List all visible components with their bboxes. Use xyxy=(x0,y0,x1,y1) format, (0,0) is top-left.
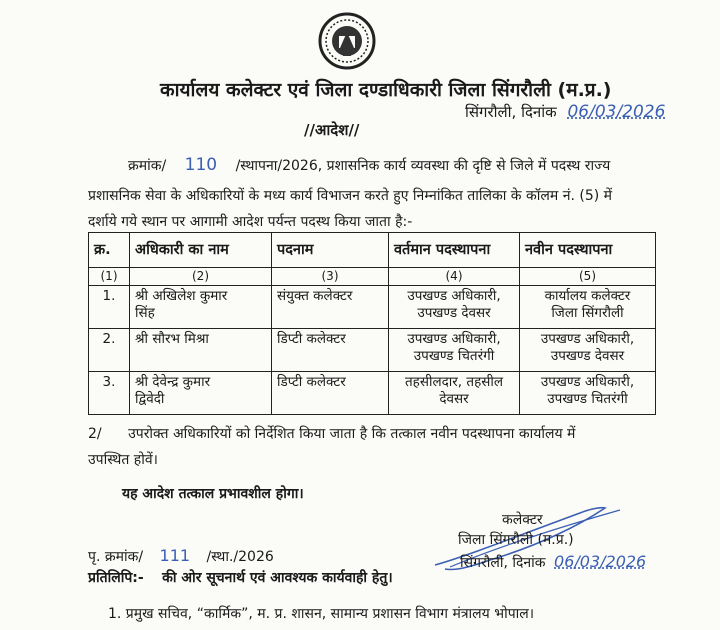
effective-note: यह आदेश तत्काल प्रभावशील होगा। xyxy=(122,486,304,502)
para2-line1 xyxy=(88,424,575,443)
signatory-place-label: सिंगरौली, दिनांक xyxy=(460,555,546,571)
para2-number: 2/ xyxy=(88,426,102,442)
column-number-row xyxy=(89,268,656,286)
signatory-date-line xyxy=(460,552,646,572)
row-new: उपखण्ड अधिकारी, उपखण्ड देवसर xyxy=(520,329,656,372)
header-name: अधिकारी का नाम xyxy=(130,233,272,268)
row-name: श्री अखिलेश कुमार सिंह xyxy=(130,286,272,329)
row-sno: 2. xyxy=(89,329,130,372)
row-designation: संयुक्त कलेक्टर xyxy=(272,286,389,329)
para2-text: उपरोक्त अधिकारियों को निर्देशित किया जाता है कि तत्काल नवीन पदस्थापना कार्यालय में xyxy=(128,426,576,442)
signatory-district: जिला सिंगरौली (म.प्र.) xyxy=(458,532,574,548)
row-current: तहसीलदार, तहसील देवसर xyxy=(389,372,520,415)
row-sno: 3. xyxy=(89,372,130,415)
table-row xyxy=(89,286,656,329)
col-num-3: (3) xyxy=(272,268,389,286)
table-row xyxy=(89,372,656,415)
row-name: श्री देवेन्द्र कुमार द्विवेदी xyxy=(130,372,272,415)
endorsement-kramank xyxy=(88,546,274,566)
signatory-date: 06/03/2026 xyxy=(554,552,647,571)
copy-line xyxy=(88,568,393,587)
place-date-label: सिंगरौली, दिनांक xyxy=(465,103,557,121)
table-header-row xyxy=(89,233,656,268)
row-new: कार्यालय कलेक्टर जिला सिंगरौली xyxy=(520,286,656,329)
para1-line2: प्रशासनिक सेवा के अधिकारियों के मध्य कार्य विभाजन करते हुए निम्नांकित तालिका के कॉलम नं. (5) में xyxy=(88,188,613,204)
para1-line1 xyxy=(128,155,610,175)
order-heading: //आदेश// xyxy=(304,121,360,139)
row-designation: डिप्टी कलेक्टर xyxy=(272,329,389,372)
row-designation: डिप्टी कलेक्टर xyxy=(272,372,389,415)
col-num-4: (4) xyxy=(389,268,520,286)
row-name: श्री सौरभ मिश्रा xyxy=(130,329,272,372)
col-num-5: (5) xyxy=(520,268,656,286)
pu-kramank-number: 111 xyxy=(159,546,191,565)
row-sno: 1. xyxy=(89,286,130,329)
pu-kramank-label: पृ. क्रमांक/ xyxy=(88,549,144,565)
kramank-label: क्रमांक/ xyxy=(128,158,167,174)
table-row xyxy=(89,329,656,372)
government-emblem-icon xyxy=(318,12,376,70)
order-date-line xyxy=(465,102,665,122)
sthapana-year: /स्था./2026 xyxy=(206,549,274,565)
col-num-2: (2) xyxy=(130,268,272,286)
header-sno: क्र. xyxy=(89,233,130,268)
signatory-title: कलेक्टर xyxy=(502,512,543,528)
kramank-number: 110 xyxy=(184,155,218,175)
col-num-1: (1) xyxy=(89,268,130,286)
order-date: 06/03/2026 xyxy=(567,102,666,122)
row-current: उपखण्ड अधिकारी, उपखण्ड चितरंगी xyxy=(389,329,520,372)
para1-text: /स्थापना/2026, प्रशासनिक कार्य व्यवस्था की दृष्टि से जिले में पदस्थ राज्य xyxy=(235,158,611,174)
copy-label: प्रतिलिपि:- xyxy=(88,570,144,586)
header-new: नवीन पदस्थापना xyxy=(520,233,656,268)
row-current: उपखण्ड अधिकारी, उपखण्ड देवसर xyxy=(389,286,520,329)
row-new: उपखण्ड अधिकारी, उपखण्ड चितरंगी xyxy=(520,372,656,415)
office-title: कार्यालय कलेक्टर एवं जिला दण्डाधिकारी जिला सिंगरौली (म.प्र.) xyxy=(160,79,612,101)
header-designation: पदनाम xyxy=(272,233,389,268)
allocation-table xyxy=(88,232,656,415)
para1-line3: दर्शाये गये स्थान पर आगामी आदेश पर्यन्त पदस्थ किया जाता है:- xyxy=(88,214,413,230)
copy-text: की ओर सूचनार्थ एवं आवश्यक कार्यवाही हेतु। xyxy=(162,570,393,586)
para2-line2: उपस्थित होवें। xyxy=(88,452,158,468)
header-current: वर्तमान पदस्थापना xyxy=(389,233,520,268)
copy-item-1: 1. प्रमुख सचिव, “कार्मिक”, म. प्र. शासन, सामान्य प्रशासन विभाग मंत्रालय भोपाल। xyxy=(108,606,535,622)
